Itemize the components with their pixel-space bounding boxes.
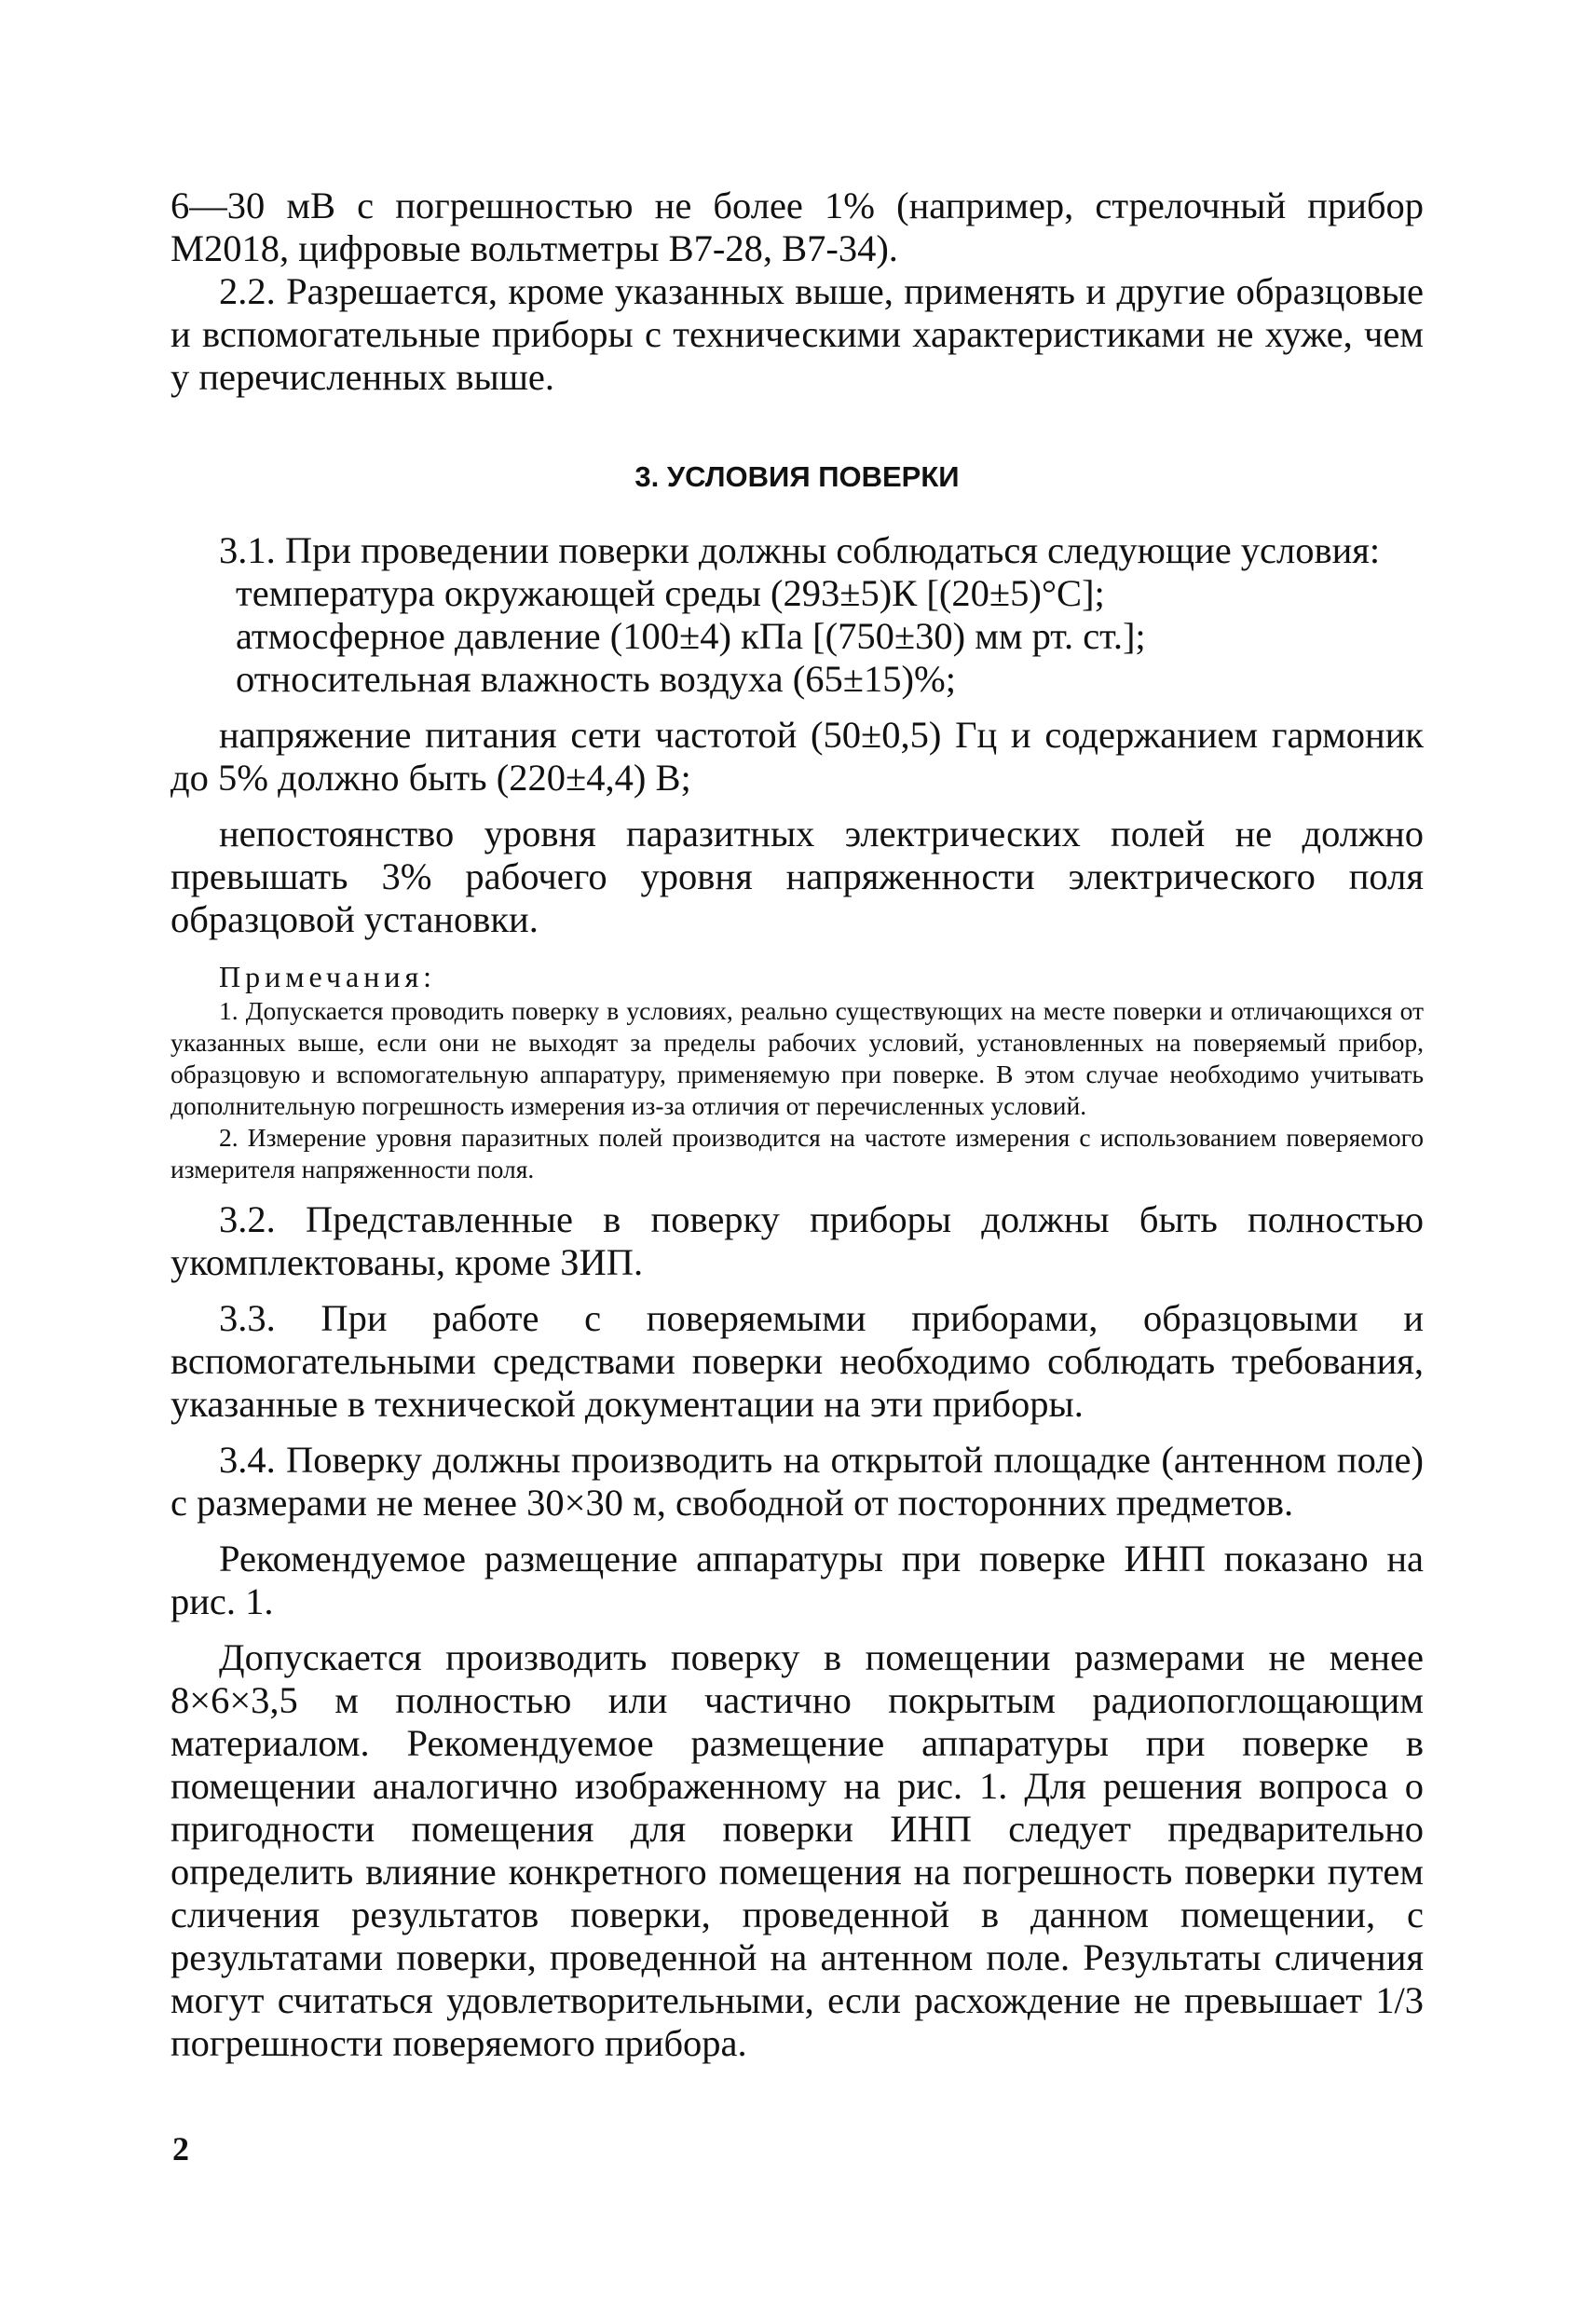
paragraph-3-3: 3.3. При работе с поверяемыми приборами, образцовыми и вспомогательными средствами поверки необходимо соблюдать требования, указанные в технической документации на эти приборы.: [171, 1297, 1424, 1425]
paragraph-room: Допускается производить поверку в помещении размерами не менее 8×6×3,5 м полностью или частично покрытым радиопоглощающим материалом. Рекомендуемое размещение аппаратуры при поверке в помещении аналогично изображенному на рис. 1. Для решения вопроса о пригодности помещения для поверки ИНП следует предварительно определить влияние конкретного помещения на погрешность поверки путем сличения результатов поверки, проведенной в данном помещении, с результатами поверки, проведенной на антенном поле. Результаты сличения могут считаться удовлетворительными, если расхождение не превышает 1/3 погрешности поверяемого прибора.: [171, 1636, 1424, 2064]
section-heading: 3. УСЛОВИЯ ПОВЕРКИ: [634, 460, 960, 493]
paragraph-recommended: Рекомендуемое размещение аппаратуры при поверке ИНП показано на рис. 1.: [171, 1538, 1424, 1622]
page-content: [171, 185, 1424, 2065]
condition-voltage: напряжение питания сети частотой (50±0,5) Гц и содержанием гармоник до 5% должно быть (220±4,4) В;: [171, 714, 1424, 799]
notes-title: Примечания:: [219, 960, 437, 993]
page-number: 2: [172, 2130, 189, 2167]
condition-humidity: относительная влажность воздуха (65±15)%;: [236, 658, 956, 700]
note-1: 1. Допускается проводить поверку в условиях, реально существующих на месте поверки и отличающихся от указанных выше, если они не выходят за пределы рабочих условий, установленных на поверяемый прибор, образцовую и вспомогательную аппаратуру, применяемую при поверке. В этом случае необходимо учитывать дополнительную погрешность измерения из-за отличия от перечисленных условий.: [171, 996, 1424, 1120]
paragraph-3-1: 3.1. При проведении поверки должны соблюдаться следующие условия:: [219, 529, 1381, 571]
condition-temperature: температура окружающей среды (293±5)К [(20±5)°С];: [236, 572, 1105, 614]
paragraph-2-2: 2.2. Разрешается, кроме указанных выше, применять и другие образцовые и вспомогательные приборы с техническими характеристиками не хуже, чем у перечисленных выше.: [171, 270, 1424, 398]
paragraph-3-4: 3.4. Поверку должны производить на открытой площадке (антенном поле) с размерами не менее 30×30 м, свободной от посторонних предметов.: [171, 1439, 1424, 1524]
condition-field: непостоянство уровня паразитных электрических полей не должно превышать 3% рабочего уровня напряженности электрического поля образцовой установки.: [171, 813, 1424, 940]
paragraph-continuation: 6—30 мВ с погрешностью не более 1% (например, стрелочный прибор М2018, цифровые вольтметры В7-28, В7-34).: [171, 185, 1424, 269]
paragraph-3-2: 3.2. Представленные в поверку приборы должны быть полностью укомплектованы, кроме ЗИП.: [171, 1198, 1424, 1283]
condition-pressure: атмосферное давление (100±4) кПа [(750±30) мм рт. ст.];: [236, 615, 1146, 657]
note-2: 2. Измерение уровня паразитных полей производится на частоте измерения с использованием поверяемого измерителя напряженности поля.: [171, 1123, 1424, 1183]
